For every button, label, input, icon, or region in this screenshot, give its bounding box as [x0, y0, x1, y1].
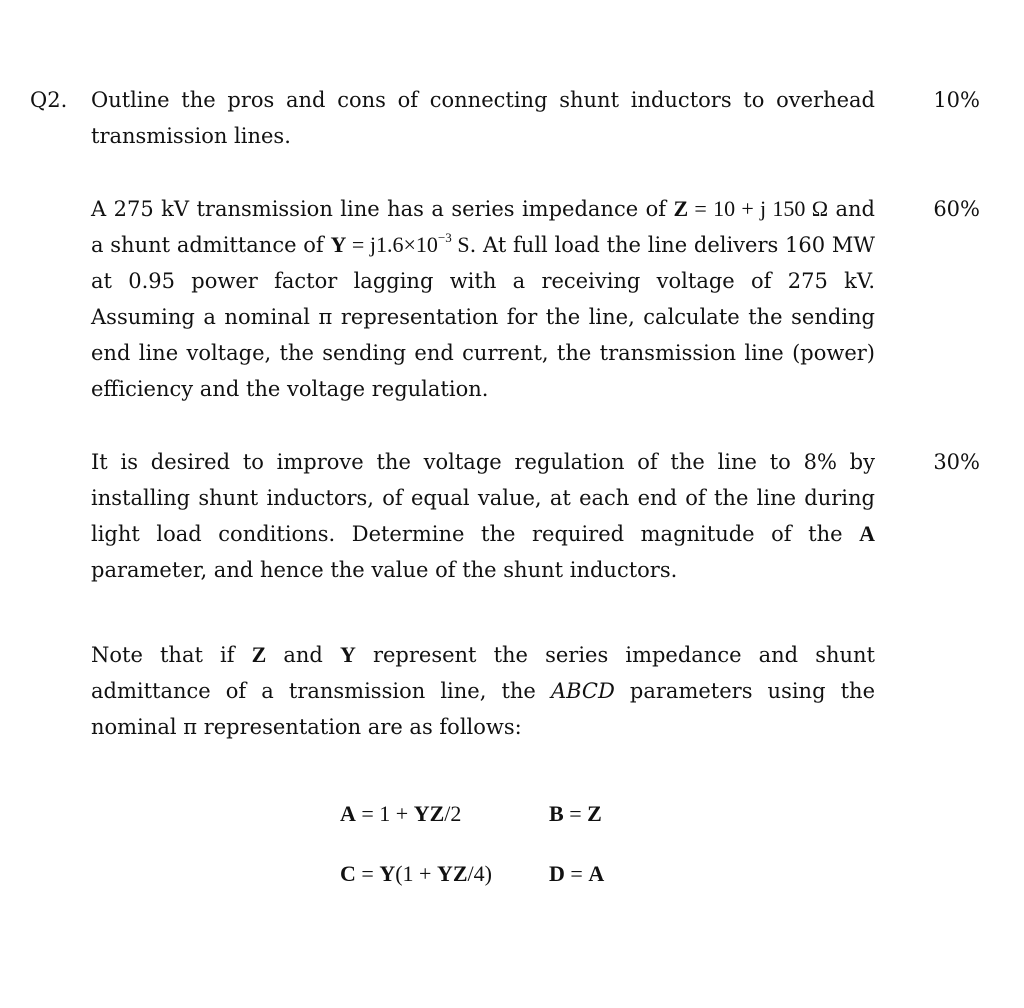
note-middle: represent the series impedance and shunt admittance of a transmission line, the [91, 643, 875, 703]
formula-c-y: Y [379, 861, 396, 886]
formula-c-lhs: C [340, 861, 356, 886]
formula-d-rhs: A [588, 861, 605, 886]
part2-admittance-text: and a shunt admittance of [91, 197, 875, 257]
part3-marks: 30% [933, 450, 980, 474]
formula-c [340, 861, 549, 887]
formula-a-part2: /2 [444, 801, 462, 826]
part2-intro: A 275 kV transmission line has a series impedance of [91, 197, 674, 221]
formula-b-eq: = [563, 801, 588, 826]
abcd-formulas [340, 784, 604, 904]
part3-block [91, 444, 875, 588]
y-exponent: −3 [437, 229, 452, 245]
note-abcd: ABCD [550, 679, 615, 703]
formula-a-yz: YZ [413, 801, 445, 826]
formula-a-part1: = 1 + [355, 801, 414, 826]
note-and: and [266, 643, 340, 667]
formula-a-lhs: A [340, 801, 356, 826]
note-intro: Note that if [91, 643, 252, 667]
formula-d [549, 861, 604, 887]
note-end: parameters using the nominal π representation are as follows: [91, 679, 875, 739]
formula-c-open: (1 + [395, 861, 437, 886]
formula-row-1 [340, 784, 604, 844]
part1-marks: 10% [933, 88, 980, 112]
formula-c-close: /4) [467, 861, 492, 886]
note-text [91, 637, 875, 745]
shunt-admittance-expression [330, 229, 470, 257]
part2-marks: 60% [933, 197, 980, 221]
part3-intro: It is desired to improve the voltage regulation of the line to 8% by installing shunt inductors, of equal value, at each end of the line during light load conditions. Determine the required magnitude of the [91, 450, 875, 546]
formula-b-lhs: B [549, 801, 564, 826]
question-number: Q2. [30, 88, 68, 112]
part1-text: Outline the pros and cons of connecting shunt inductors to overhead transmission lines. [91, 88, 875, 148]
y-value: = j1.6×10 [346, 232, 438, 257]
formula-a [340, 801, 549, 827]
z-symbol: Z [673, 196, 689, 221]
part1-block [91, 82, 875, 154]
formula-row-2 [340, 844, 604, 904]
part3-rest: parameter, and hence the value of the shunt inductors. [91, 558, 678, 582]
y-unit: S [451, 232, 470, 257]
formula-d-lhs: D [549, 861, 565, 886]
a-parameter-symbol: A [859, 521, 875, 546]
note-y-symbol: Y [339, 642, 356, 667]
z-value: = 10 + j 150 Ω [688, 196, 829, 221]
formula-d-eq: = [564, 861, 589, 886]
part3-text [91, 444, 875, 588]
formula-c-yz: YZ [436, 861, 468, 886]
formula-b-rhs: Z [587, 801, 602, 826]
y-symbol: Y [330, 232, 347, 257]
formula-c-eq: = [355, 861, 380, 886]
part2-block [91, 191, 875, 407]
series-impedance-expression [673, 196, 828, 221]
note-z-symbol: Z [251, 642, 267, 667]
part2-text [91, 191, 875, 407]
part2-rest: . At full load the line delivers 160 MW at 0.95 power factor lagging with a receiving voltage of 275 kV. Assuming a nominal π representation for the line, calculate the sending end line voltage, the sending end current, the transmission line (power) efficiency and the voltage regulation. [91, 233, 875, 401]
note-block [91, 637, 875, 745]
formula-b [549, 801, 602, 827]
